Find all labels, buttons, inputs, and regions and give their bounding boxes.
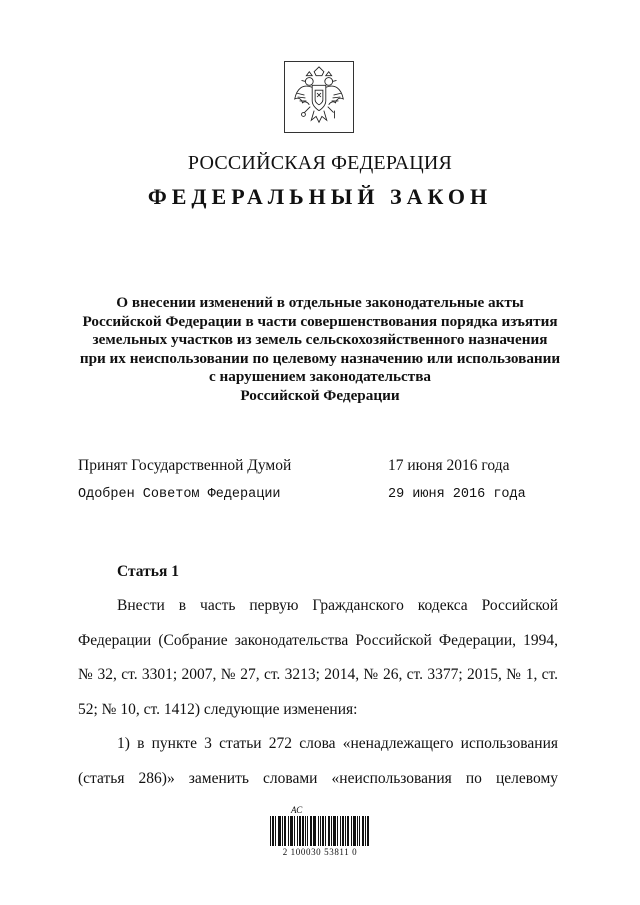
barcode-bar <box>362 816 363 846</box>
adoption-date: 17 июня 2016 года <box>388 457 510 474</box>
barcode-bar <box>347 816 348 846</box>
barcode-bar <box>315 816 316 846</box>
law-type-heading: ФЕДЕРАЛЬНЫЙ ЗАКОН <box>147 184 493 209</box>
approval-council-row <box>78 487 558 507</box>
barcode-bar <box>357 816 358 846</box>
barcode-bar <box>300 816 301 846</box>
law-title-line: Российской Федерации <box>240 386 400 404</box>
barcode-bar <box>320 816 321 846</box>
barcode-bar <box>340 816 341 846</box>
barcode-bar <box>335 816 336 846</box>
law-title-line: при их неиспользовании по целевому назначению или использовании <box>79 349 561 367</box>
barcode-bar <box>354 816 355 846</box>
barcode-bar <box>311 816 312 846</box>
approval-date: 29 июня 2016 года <box>388 487 526 502</box>
barcode-bar <box>318 816 319 846</box>
barcode-bar <box>351 816 352 846</box>
article-heading: Статья 1 <box>117 563 179 580</box>
article-paragraph: 1) в пункте 3 статьи 272 слова «ненадлежащего использования (статья 286)» заменить словами «неиспользования по целевому <box>78 735 558 787</box>
double-headed-eagle-icon <box>285 62 353 132</box>
law-title <box>60 294 580 405</box>
barcode-bar <box>368 816 369 846</box>
barcode-bar <box>348 816 349 846</box>
law-title-line: О внесении изменений в отдельные законодательные акты <box>116 294 524 311</box>
barcode-bar <box>343 816 344 846</box>
barcode <box>270 816 370 850</box>
barcode-bar <box>275 816 276 846</box>
barcode-bar <box>333 816 334 846</box>
barcode-bar <box>310 816 311 846</box>
law-title-line: земельных участков из земель сельскохозяйственного назначения <box>92 331 548 348</box>
barcode-bar <box>278 816 279 846</box>
barcode-bar <box>297 816 298 846</box>
barcode-bar <box>307 816 308 846</box>
barcode-bar <box>325 816 326 846</box>
barcode-bar <box>282 816 283 846</box>
barcode-bar <box>291 816 292 846</box>
law-title-line: с нарушением законодательства <box>208 368 432 385</box>
barcode-bar <box>322 816 323 846</box>
barcode-bar <box>328 816 329 846</box>
barcode-bar <box>337 816 338 846</box>
barcode-bar <box>272 816 273 846</box>
barcode-bar <box>285 816 286 846</box>
barcode-bar <box>292 816 293 846</box>
barcode-bar <box>273 816 274 846</box>
barcode-bar <box>331 816 332 846</box>
barcode-bar <box>334 816 335 846</box>
barcode-bar <box>302 816 303 846</box>
article-paragraph: Внести в часть первую Гражданского кодекса Российской Федерации (Собрание законодательства Российской Федерации, 1994, № 32, ст. 3301; 2007, № 27, ст. 3213; 2014, № 26, ст. 3377; 2015, № 1, ст. 52; № 10, ст. 1412) следующие изменения: <box>78 597 558 718</box>
country-name: РОССИЙСКАЯ ФЕДЕРАЦИЯ <box>187 152 453 174</box>
barcode-bar <box>345 816 346 846</box>
barcode-bar <box>323 816 324 846</box>
adoption-duma-row <box>78 457 558 477</box>
initials-mark: АС <box>291 805 303 815</box>
barcode-bar <box>359 816 360 846</box>
approval-label: Одобрен Советом Федерации <box>78 487 281 502</box>
coat-of-arms-emblem <box>284 61 354 133</box>
adoption-label: Принят Государственной Думой <box>78 457 292 474</box>
barcode-bar <box>355 816 356 846</box>
barcode-bar <box>284 816 285 846</box>
barcode-bar <box>288 816 289 846</box>
article-body <box>78 589 558 796</box>
barcode-bar <box>365 816 366 846</box>
barcode-number: 2 100030 53811 0 <box>282 847 358 857</box>
law-title-line: Российской Федерации в части совершенствования порядка изъятия <box>82 312 558 330</box>
barcode-bars <box>270 816 370 848</box>
barcode-bar <box>314 816 315 846</box>
barcode-bar <box>342 816 343 846</box>
barcode-bar <box>305 816 306 846</box>
barcode-bar <box>367 816 368 846</box>
barcode-bar <box>303 816 304 846</box>
barcode-bar <box>299 816 300 846</box>
barcode-bar <box>294 816 295 846</box>
barcode-bar <box>329 816 330 846</box>
barcode-bar <box>353 816 354 846</box>
barcode-bar <box>279 816 280 846</box>
barcode-bar <box>363 816 364 846</box>
barcode-bar <box>270 816 271 846</box>
barcode-bar <box>280 816 281 846</box>
barcode-bar <box>313 816 314 846</box>
barcode-bar <box>290 816 291 846</box>
